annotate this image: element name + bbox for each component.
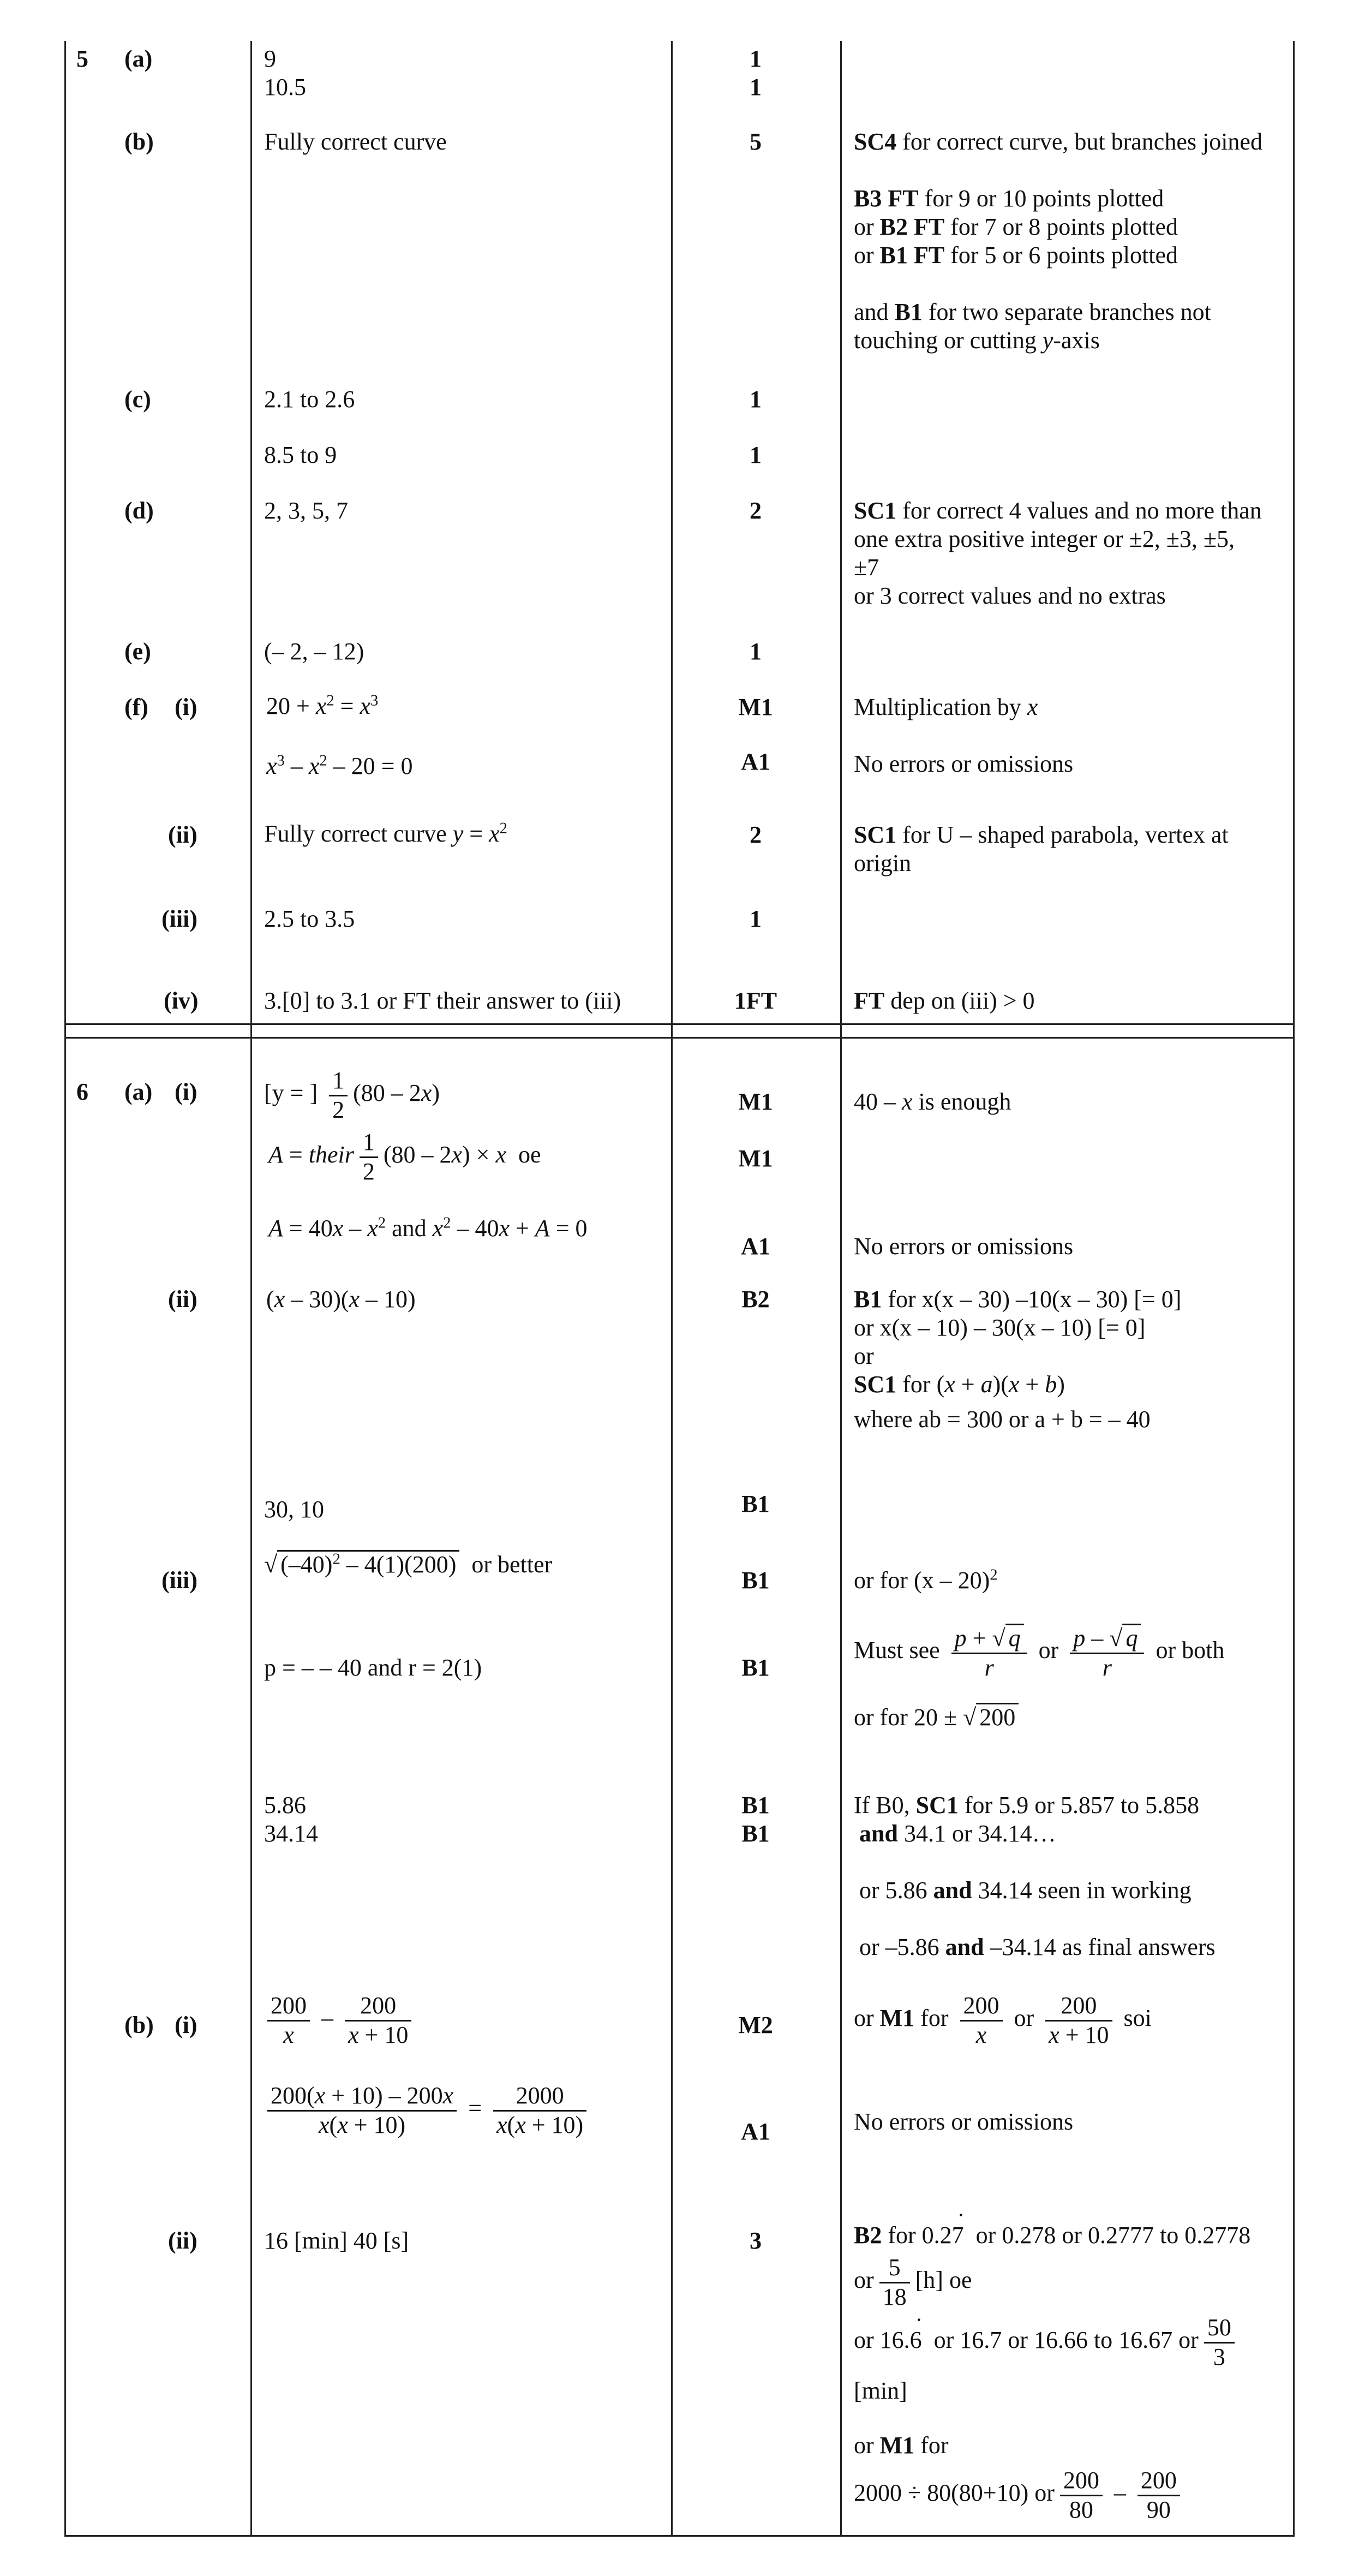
text: for (914, 2432, 949, 2459)
answer-6a-i-line1: [y = ] $\frac{1}{2}$ (80 – 2x) (264, 1067, 440, 1123)
part-label-6a: (a) (124, 1078, 153, 1105)
code: B1 FT (879, 242, 945, 269)
fraction-200-over-x-plus-10: $\frac{200}{x + 10}$ (1045, 1992, 1112, 2049)
bold: and (859, 1820, 898, 1847)
answer-5a-2: 10.5 (264, 74, 306, 100)
part-label-6b: (b) (124, 2012, 154, 2038)
fraction-200-over-x: $\frac{200}{x}$ (267, 1992, 310, 2049)
prefix: or (854, 242, 880, 269)
fraction-50-over-3: $\frac{50}{3}$ (1204, 2314, 1235, 2371)
mark-6b-ii: 3 (750, 2227, 762, 2254)
text: dep on (iii) > 0 (884, 987, 1035, 1014)
answer-6a-i-line2: A = their $\frac{1}{2}$ (80 – 2x) × x oe (268, 1129, 541, 1185)
mark-6a-i-2: M1 (738, 1145, 773, 1172)
text: for 0.2 (882, 2222, 952, 2249)
answer-5b: Fully correct curve (264, 128, 447, 155)
answer-5a-1: 9 (264, 45, 276, 72)
var: x (902, 1088, 913, 1115)
mark-6a-i-1: M1 (738, 1088, 773, 1115)
mark-6a-iii-4: B1 (741, 1820, 770, 1847)
recurring-digit: 7 ˙ (952, 2221, 964, 2250)
answer-6a-ii-factorised: (x – 30)(x – 10) (266, 1286, 416, 1313)
text: for (914, 2005, 955, 2032)
fraction-200-over-x: $\frac{200}{x}$ (960, 1992, 1003, 2049)
mark-5e: 1 (750, 638, 762, 665)
fraction-combined: $\frac{200(x + 10) - 200x}{x(x + 10)}$ (267, 2082, 457, 2139)
text: soi (1123, 2005, 1152, 2032)
text: 40 – (854, 1088, 902, 1115)
guidance-5d-3: ±7 (854, 554, 879, 581)
fraction-half: $\frac{1}{2}$ (329, 1067, 348, 1124)
and: and (386, 1215, 433, 1242)
code: M1 (879, 2432, 915, 2459)
question-number-6: 6 (76, 1078, 88, 1105)
guidance-6a-iii-3d (859, 1933, 1216, 1962)
mark-5d: 2 (750, 497, 762, 524)
subpart-label-6a-i: (i) (175, 1078, 197, 1105)
text: or –5.86 (859, 1934, 945, 1960)
text: 2000 ÷ 80(80+10) or (854, 2479, 1055, 2507)
text: for correct curve, but branches joined (896, 128, 1262, 155)
part-label-5b: (b) (124, 128, 154, 155)
text: Fully correct curve (264, 820, 453, 847)
mark-5a-1: 1 (750, 45, 762, 72)
subpart-label-5f-iii: (iii) (161, 905, 197, 932)
part-label-5e: (e) (124, 638, 151, 665)
code: SC1 (854, 821, 897, 848)
guidance-6a-iii-3c (859, 1876, 1192, 1905)
col-divider-guidance (840, 41, 842, 2535)
guidance-6a-iii-3b (859, 1820, 1056, 1848)
prefix: or (854, 213, 880, 240)
text: for U – shaped parabola, vertex at (896, 821, 1229, 848)
answer-5f-ii: Fully correct curve $y = x^2$ (264, 820, 507, 847)
suffix: or better (471, 1551, 553, 1578)
answer-6b-i-simplified: $\frac{200(x + 10) - 200x}{x(x + 10)}$ = $\frac{2000}{x(x + 10)}$ (262, 2082, 592, 2139)
subpart-label-6b-i: (i) (175, 2012, 197, 2038)
guidance-6a-ii-4: SC1 for (x + a)(x + b) (854, 1371, 1065, 1398)
question-number-5: 5 (76, 45, 88, 72)
guidance-5f-iv (854, 987, 1035, 1016)
mark-6a-iii-2: B1 (741, 1654, 770, 1681)
answer-6a-iii-discriminant (264, 1550, 552, 1579)
answer-5e: (– 2, – 12) (264, 638, 364, 665)
answer-5c-1: 2.1 to 2.6 (264, 386, 355, 413)
guidance-6a-ii-5: where ab = 300 or a + b = – 40 (854, 1406, 1151, 1433)
square-root-expression: √ $(-40)^2 - 4(1)(200)$ (264, 1550, 459, 1579)
mark-6b-i-1: M2 (738, 2012, 773, 2038)
text: 34.1 or 34.14… (897, 1820, 1056, 1847)
text: or 5.86 (859, 1877, 933, 1904)
text: for 5 or 6 points plotted (944, 242, 1178, 269)
part-label-5a: (a) (124, 45, 153, 72)
guidance-6a-iii-1: or for (x – 20)$^2$ (854, 1566, 998, 1594)
guidance-5b-3b (854, 326, 1100, 355)
subpart-label-5f-iv: (iv) (164, 987, 199, 1014)
guidance-5b-2b (854, 213, 1178, 242)
code: B2 (854, 2222, 882, 2249)
guidance-6a-iii-3 (854, 1791, 1199, 1820)
mark-6a-iii-3: B1 (741, 1792, 770, 1818)
prefix: and (854, 299, 895, 325)
text: or 16. (854, 2327, 910, 2354)
guidance-5d-2: one extra positive integer or ±2, ±3, ±5, (854, 526, 1235, 552)
answer-5c-2: 8.5 to 9 (264, 442, 337, 468)
mark-5b: 5 (750, 128, 762, 155)
answer-6b-i-expression: $\frac{200}{x}$ – $\frac{200}{x + 10}$ (262, 1992, 417, 2049)
mark-5c-1: 1 (750, 386, 762, 413)
oe: oe (518, 1141, 541, 1168)
text: for 5.9 or 5.857 to 5.858 (958, 1792, 1200, 1818)
guidance-6a-iii-2 (854, 1624, 1224, 1681)
answer-5d: 2, 3, 5, 7 (264, 497, 348, 524)
mark-6a-ii-roots: B1 (741, 1490, 770, 1517)
answer-6a-iii-root2: 34.14 (264, 1820, 318, 1847)
guidance-6a-ii-1 (854, 1285, 1181, 1314)
answer-6b-ii: 16 [min] 40 [s] (264, 2227, 409, 2254)
code: B3 FT (854, 185, 919, 212)
part-label-5c: (c) (124, 386, 151, 413)
text: touching or cutting (854, 327, 1043, 354)
code: B2 FT (879, 213, 945, 240)
code: SC1 (854, 1371, 897, 1398)
text: or (1014, 2005, 1034, 2032)
guidance-6a-i-1 (854, 1088, 1011, 1117)
mark-5f-iii: 1 (750, 905, 762, 932)
text: 34.14 seen in working (972, 1877, 1192, 1904)
text: for 9 or 10 points plotted (918, 185, 1164, 212)
fraction-200-over-x-plus-10: $\frac{200}{x + 10}$ (345, 1992, 411, 2049)
guidance-5b-3a (854, 298, 1211, 327)
mark-5f-i-1: M1 (738, 694, 773, 720)
part-label-5d: (d) (124, 497, 154, 524)
fraction-200-over-80: $\frac{200}{80}$ (1060, 2467, 1103, 2524)
mark-5f-i-2: A1 (741, 748, 770, 775)
text: or 0.278 or 0.2777 to 0.2778 (975, 2222, 1251, 2249)
fraction-200-over-90: $\frac{200}{90}$ (1138, 2467, 1180, 2524)
code: SC1 (915, 1792, 959, 1818)
answer-5f-iv: 3.[0] to 3.1 or FT their answer to (iii) (264, 987, 621, 1014)
guidance-5f-i-1 (854, 693, 1038, 722)
code: SC4 (854, 128, 897, 155)
subpart-label-5f-i: (i) (175, 694, 197, 720)
subpart-label-6a-iii: (iii) (161, 1567, 197, 1594)
answer-6a-iii-pr: p = – – 40 and r = 2(1) (264, 1654, 482, 1681)
fraction-half: $\frac{1}{2}$ (360, 1129, 378, 1185)
answer-6a-iii-root1: 5.86 (264, 1792, 306, 1818)
text: or (1038, 1637, 1059, 1664)
text: or for (x – 20) (854, 1567, 990, 1594)
guidance-6a-ii-3: or (854, 1343, 874, 1369)
code: SC1 (854, 497, 897, 524)
text: Multiplication by (854, 694, 1027, 720)
bold: and (945, 1934, 984, 1960)
text: or (854, 2005, 880, 2032)
guidance-5b-2c (854, 241, 1178, 270)
mark-6a-ii: B2 (741, 1286, 770, 1313)
mark-5f-ii: 2 (750, 821, 762, 848)
text: or 16.7 or 16.66 to 16.67 or (933, 2327, 1199, 2354)
text: or both (1156, 1637, 1225, 1664)
text: for correct 4 values and no more than (896, 497, 1262, 524)
answer-5f-iii: 2.5 to 3.5 (264, 905, 355, 932)
col-divider-answer (250, 41, 252, 2535)
guidance-6b-i-1 (854, 1992, 1152, 2049)
col-divider-marks (671, 41, 673, 2535)
guidance-5d-4: or 3 correct values and no extras (854, 582, 1166, 609)
mark-5f-iv: 1FT (734, 987, 777, 1014)
mark-6a-iii-1: B1 (741, 1567, 770, 1594)
answer-5f-i-equation-1: $20 + x^2 = x^3$ (266, 692, 379, 719)
text: for 7 or 8 points plotted (944, 213, 1178, 240)
mark-6a-i-3: A1 (741, 1233, 770, 1260)
fraction-p-minus-root-q: $\frac{p - √ q}{r}$ (1070, 1624, 1144, 1681)
mark-6b-i-2: A1 (741, 2118, 770, 2145)
bold: and (933, 1877, 972, 1904)
guidance-6b-ii-3 (854, 2314, 1240, 2371)
text: for two separate branches not (922, 299, 1211, 325)
code: FT (854, 987, 885, 1014)
guidance-6b-i-2: No errors or omissions (854, 2108, 1074, 2135)
fraction-5-over-18: $\frac{5}{18}$ (879, 2254, 910, 2311)
code: M1 (879, 2005, 915, 2032)
text: is enough (912, 1088, 1011, 1115)
guidance-6b-ii-5: 2000 ÷ 80(80+10) or $\frac{200}{80}$ – $\frac{200}{90}$ (854, 2467, 1186, 2524)
text: [h] oe (915, 2267, 972, 2294)
text: If B0, (854, 1792, 916, 1818)
var: y (1042, 327, 1053, 354)
guidance-6a-i-3: No errors or omissions (854, 1233, 1074, 1260)
table-border-bottom (64, 2535, 1295, 2537)
prefix: [y = ] (264, 1080, 318, 1107)
table-border-left (64, 41, 66, 2535)
recurring-digit: 6 ˙ (910, 2326, 922, 2355)
guidance-6b-ii-1 (854, 2221, 1250, 2250)
mark-5c-2: 1 (750, 442, 762, 468)
fraction-p-plus-root-q: $\frac{p + √ q}{r}$ (951, 1624, 1027, 1681)
separator-line-bottom (64, 1037, 1295, 1039)
guidance-6b-ii-3b: [min] (854, 2377, 907, 2404)
code: B1 (854, 1286, 882, 1313)
guidance-5d-1 (854, 497, 1262, 526)
text: or for 20 ± (854, 1704, 963, 1731)
subpart-label-6b-ii: (ii) (168, 2227, 197, 2254)
guidance-6a-iii-2b: or for 20 ± √ 200 (854, 1703, 1019, 1732)
var: x (1027, 694, 1038, 720)
answer-5f-i-equation-2: $x^3 - x^2 - 20 = 0$ (266, 752, 413, 779)
guidance-5f-ii-1 (854, 821, 1229, 850)
guidance-5f-i-2: No errors or omissions (854, 750, 1074, 777)
text: or (854, 2432, 880, 2459)
mark-5a-2: 1 (750, 74, 762, 100)
part-label-5f: (f) (124, 694, 148, 720)
text: -axis (1053, 327, 1100, 354)
text: Must see (854, 1637, 946, 1664)
text: –34.14 as final answers (984, 1934, 1216, 1960)
separator-line-top (64, 1023, 1295, 1025)
fraction-result: $\frac{2000}{x(x + 10)}$ (493, 2082, 586, 2139)
guidance-5b-1 (854, 128, 1262, 157)
text: for x(x – 30) –10(x – 30) [= 0] (882, 1286, 1182, 1313)
answer-6a-ii-roots: 30, 10 (264, 1496, 324, 1523)
guidance-5f-ii-2: origin (854, 850, 912, 876)
code: B1 (894, 299, 923, 325)
table-border-right (1293, 41, 1295, 2535)
answer-6a-i-line3: $A = 40x - x^2$ and $x^2 - 40x + A = 0$ (268, 1214, 588, 1242)
guidance-6a-ii-2: or x(x – 10) – 30(x – 10) [= 0] (854, 1314, 1146, 1341)
guidance-6b-ii-4 (854, 2431, 949, 2460)
text: for (896, 1371, 937, 1398)
guidance-6b-ii-2 (854, 2254, 972, 2311)
guidance-5b-2a (854, 184, 1164, 213)
text: or (854, 2267, 874, 2294)
subpart-label-5f-ii: (ii) (168, 821, 197, 848)
subpart-label-6a-ii: (ii) (168, 1286, 197, 1313)
